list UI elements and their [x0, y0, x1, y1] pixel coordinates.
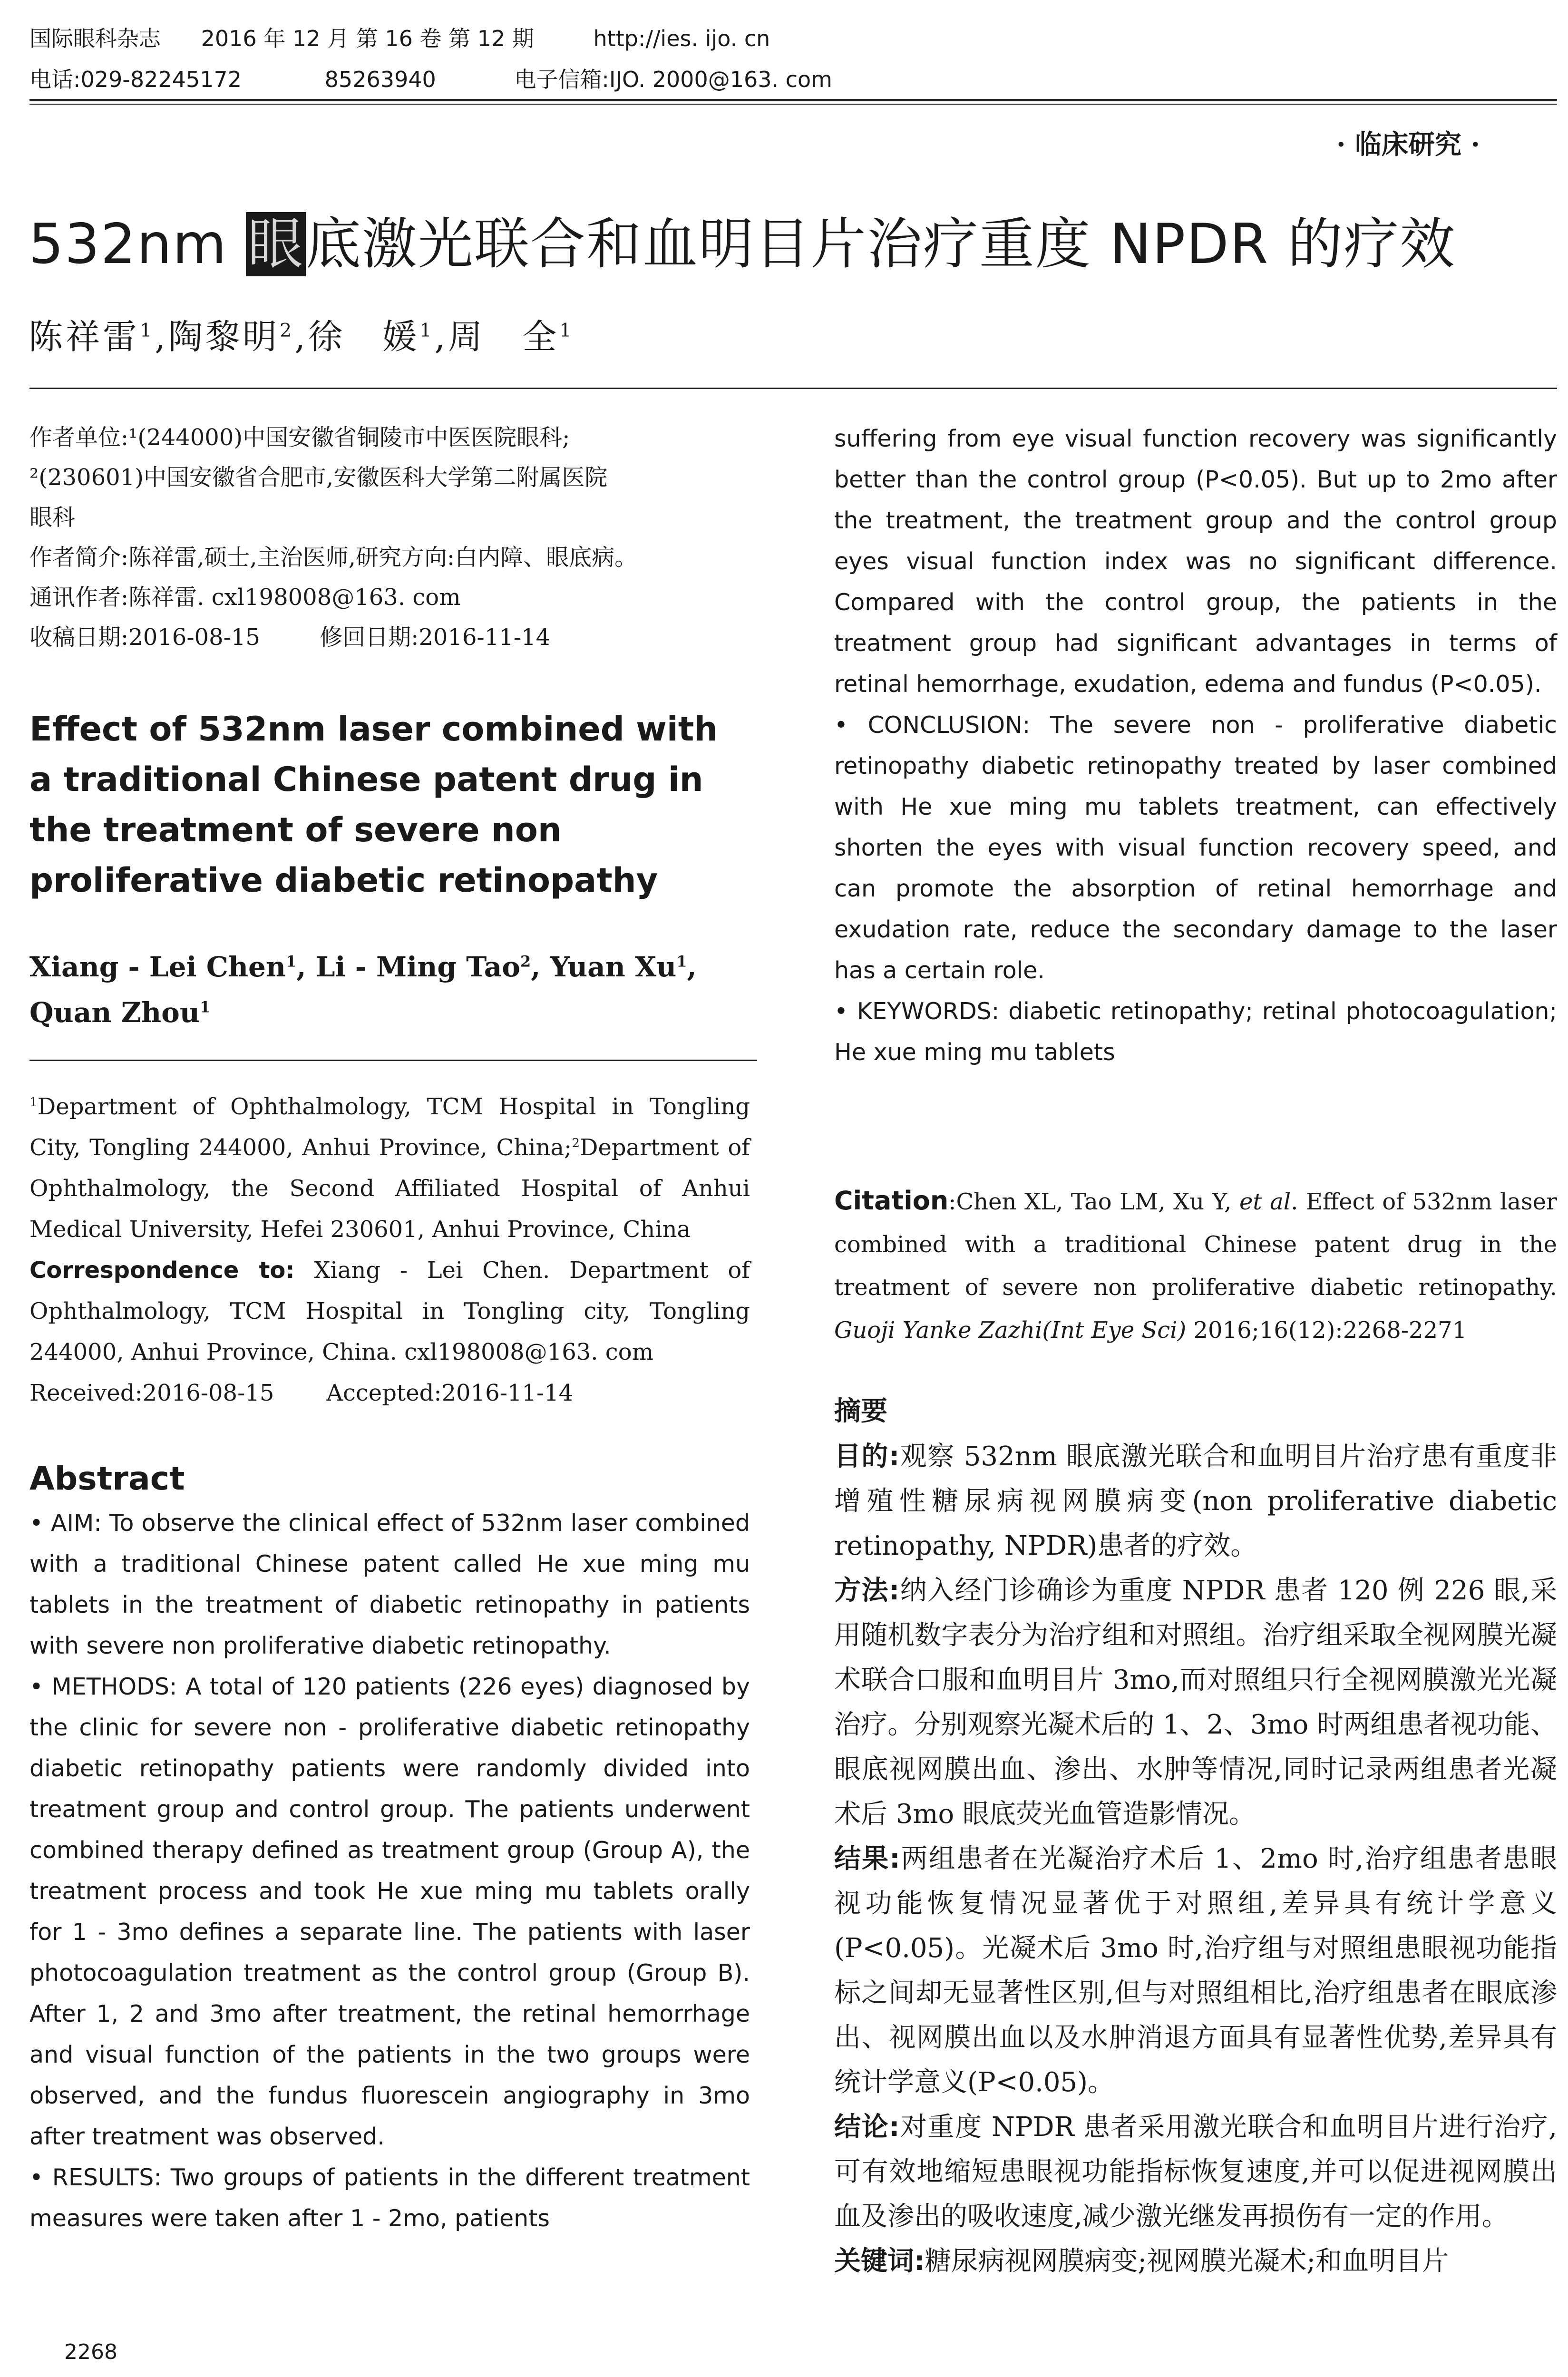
unit-line-3: 眼科 [29, 504, 76, 531]
abstract-results-start: • RESULTS: Two groups of patients in the different treatment measures were taken after 1 - 2mo, patients [29, 2164, 750, 2232]
aff-1: Department of Ophthalmology, TCM Hospital in Tongling City, Tongling 244000, Anhui Province, China; [29, 1093, 750, 1161]
abstract-results-cont: suffering from eye visual function recovery was significantly better than the control group (P<0.05). But up to 2mo after the treatment, the treatment group and the control group eyes visual function index was no significant difference. Compared with the control group, the patients in the treatment group had significant advantages in terms of retinal hemorrhage, exudation, edema and fundus (P<0.05). [834, 425, 1557, 698]
header-rule-thin [29, 104, 1557, 105]
cn-results-label: 结果: [834, 1843, 900, 1874]
corr-text: Xiang - Lei Chen. Department of Ophthalmology, TCM Hospital in Tongling city, Tongling 244000, Anhui Province, China. cxl198008@163. com [29, 1257, 750, 1365]
title-post: 底激光联合和血明目片治疗重度 NPDR 的疗效 [305, 212, 1456, 276]
journal-name: 国际眼科杂志 [29, 26, 161, 51]
citation-authors: :Chen XL, Tao LM, Xu Y, [948, 1188, 1239, 1215]
english-title: Effect of 532nm laser combined with a traditional Chinese patent drug in the treatment of severe non proliferative diabetic retinopathy [29, 710, 718, 900]
cn-abstract-heading: 摘要 [834, 1396, 887, 1427]
author-3: ,徐 媛 [294, 317, 420, 357]
email[interactable]: 电子信箱:IJO. 2000@163. com [514, 67, 832, 92]
author-4-sup: 1 [559, 320, 575, 341]
affiliation-text [29, 1086, 750, 1250]
aff-sup-1: 1 [29, 1095, 38, 1110]
cn-aim [834, 1434, 1557, 1568]
cn-results-text: 两组患者在光凝治疗术后 1、2mo 时,治疗组患者患眼视功能恢复情况显著优于对照组,差异具有统计学意义(P<0.05)。光凝术后 3mo 时,治疗组与对照组患眼视功能指标之间却无显著性区别,但与对照组相比,治疗组患者在眼底渗出、视网膜出血以及水肿消退方面具有显著性优势,差异具有统计学意义(P<0.05)。 [834, 1843, 1557, 2098]
en-author-4-sup: 1 [200, 998, 211, 1016]
cn-methods-text: 纳入经门诊确诊为重度 NPDR 患者 120 例 226 眼,采用随机数字表分为治疗组和对照组。治疗组采取全视网膜光凝术联合口服和血明目片 3mo,而对照组只行全视网膜激光光凝治疗。分别观察光凝术后的 1、2、3mo 时两组患者视功能、眼底视网膜出血、渗出、水肿等情况,同时记录两组患者光凝术后 3mo 眼底荧光血管造影情况。 [834, 1575, 1557, 1830]
abstract-right [834, 419, 1557, 1073]
author-2: ,陶黎明 [155, 317, 280, 357]
corr-line: 通讯作者:陈祥雷. cxl198008@163. com [29, 584, 461, 611]
section-label: · 临床研究 · [1336, 129, 1480, 160]
affiliation-block [29, 1086, 750, 1413]
author-1: 陈祥雷 [29, 317, 140, 357]
cn-aim-text: 观察 532nm 眼底激光联合和血明目片治疗患有重度非增殖性糖尿病视网膜病变(non proliferative diabetic retinopathy, NPDR)患者的疗效。 [834, 1441, 1557, 1561]
cn-keywords-text: 糖尿病视网膜病变;视网膜光凝术;和血明目片 [925, 2246, 1449, 2277]
abstract-left [29, 1455, 750, 2239]
correspondence [29, 1250, 750, 1373]
citation-label: Citation [834, 1186, 949, 1216]
bio-line: 作者简介:陈祥雷,硕士,主治医师,研究方向:白内障、眼底病。 [29, 544, 638, 571]
received-date: 收稿日期:2016-08-15 [29, 624, 260, 651]
article-title [29, 200, 1456, 279]
affiliation-rule [29, 1060, 757, 1061]
unit-line-1: 作者单位:¹(244000)中国安徽省铜陵市中医医院眼科; [29, 424, 570, 451]
contact-line [29, 65, 832, 94]
citation-journal: Guoji Yanke Zazhi(Int Eye Sci) [834, 1317, 1187, 1344]
en-author-4: , Quan Zhou [29, 951, 697, 1029]
cn-conclusion-text: 对重度 NPDR 患者采用激光联合和血明目片进行治疗,可有效地缩短患眼视功能指标恢复速度,并可以促进视网膜出血及渗出的吸收速度,减少激光继发再损伤有一定的作用。 [834, 2112, 1557, 2232]
en-author-2: , Li - Ming Tao [296, 951, 520, 983]
english-authors [29, 944, 750, 1035]
en-received: Received:2016-08-15 [29, 1380, 274, 1406]
en-accepted: Accepted:2016-11-14 [326, 1380, 574, 1406]
en-author-1-sup: 1 [286, 952, 297, 971]
cn-methods-label: 方法: [834, 1575, 900, 1606]
cn-conclusion [834, 2105, 1557, 2239]
received-accepted [29, 1373, 750, 1413]
citation-title: . Effect of 532nm laser combined with a traditional Chinese patent drug in the treatment of severe non proliferative diabetic retinopathy. [834, 1188, 1557, 1301]
corr-label: Correspondence to: [29, 1257, 295, 1284]
unit-line-2: ²(230601)中国安徽省合肥市,安徽医科大学第二附属医院 [29, 464, 608, 491]
cn-keywords [834, 2239, 1557, 2284]
issue-info: 2016 年 12 月 第 16 卷 第 12 期 [201, 26, 534, 51]
dates-line [29, 617, 750, 657]
cn-keywords-label: 关键词: [834, 2246, 925, 2277]
aff-2: Department of Ophthalmology, the Second Affiliated Hospital of Anhui Medical University, Hefei 230601, Anhui Province, China [29, 1134, 750, 1243]
author-3-sup: 1 [419, 320, 435, 341]
citation-etal: et al [1239, 1188, 1291, 1215]
page-number: 2268 [64, 2340, 117, 2364]
author-4: ,周 全 [434, 317, 560, 357]
cn-conclusion-label: 结论: [834, 2112, 900, 2143]
cn-results [834, 1837, 1557, 2105]
abstract-keywords: • KEYWORDS: diabetic retinopathy; retinal photocoagulation; He xue ming mu tablets [834, 998, 1557, 1066]
citation [834, 1179, 1557, 1352]
chinese-abstract [834, 1389, 1557, 2284]
en-author-3: , Yuan Xu [531, 951, 677, 983]
phone2: 85263940 [324, 67, 436, 92]
journal-url[interactable]: http://ies. ijo. cn [593, 26, 770, 51]
author-2-sup: 2 [280, 320, 295, 341]
title-rule [29, 388, 1557, 389]
en-author-3-sup: 1 [676, 952, 687, 971]
abstract-methods: • METHODS: A total of 120 patients (226 eyes) diagnosed by the clinic for severe non - proliferative diabetic retinopathy diabetic retinopathy patients were randomly divided into treatment group and control group. The patients underwent combined therapy defined as treatment group (Group A), the treatment process and took He xue ming mu tablets orally for 1 - 3mo defines a separate line. The patients with laser photocoagulation treatment as the control group (Group B). After 1, 2 and 3mo after treatment, the retinal hemorrhage and visual function of the patients in the two groups were observed, and the fundus fluorescein angiography in 3mo after treatment was observed. [29, 1673, 750, 2150]
title-pre: 532nm [29, 212, 246, 276]
title-highlight: 眼 [246, 212, 306, 276]
abstract-aim: • AIM: To observe the clinical effect of 532nm laser combined with a traditional Chinese patent called He xue ming mu tablets in the treatment of diabetic retinopathy in patients with severe non proliferative diabetic retinopathy. [29, 1510, 750, 1659]
journal-header [29, 24, 770, 53]
en-author-2-sup: 2 [520, 952, 531, 971]
cn-aim-label: 目的: [834, 1441, 900, 1472]
cn-methods [834, 1568, 1557, 1837]
aff-sup-2: 2 [572, 1136, 580, 1150]
author-1-sup: 1 [140, 320, 155, 341]
citation-volume: 2016;16(12):2268-2271 [1186, 1317, 1467, 1344]
authors-chinese [29, 309, 574, 359]
author-info [29, 418, 750, 657]
abstract-heading: Abstract [29, 1460, 185, 1498]
abstract-conclusion: • CONCLUSION: The severe non - proliferative diabetic retinopathy diabetic retinopathy treated by laser combined with He xue ming mu tablets treatment, can effectively shorten the eyes with visual function recovery speed, and can promote the absorption of retinal hemorrhage and exudation rate, reduce the secondary damage to the laser has a certain role. [834, 711, 1557, 984]
phone: 电话:029-82245172 [29, 67, 242, 92]
header-rule-thick [29, 99, 1557, 101]
revised-date: 修回日期:2016-11-14 [320, 624, 551, 651]
en-author-1: Xiang - Lei Chen [29, 951, 286, 983]
